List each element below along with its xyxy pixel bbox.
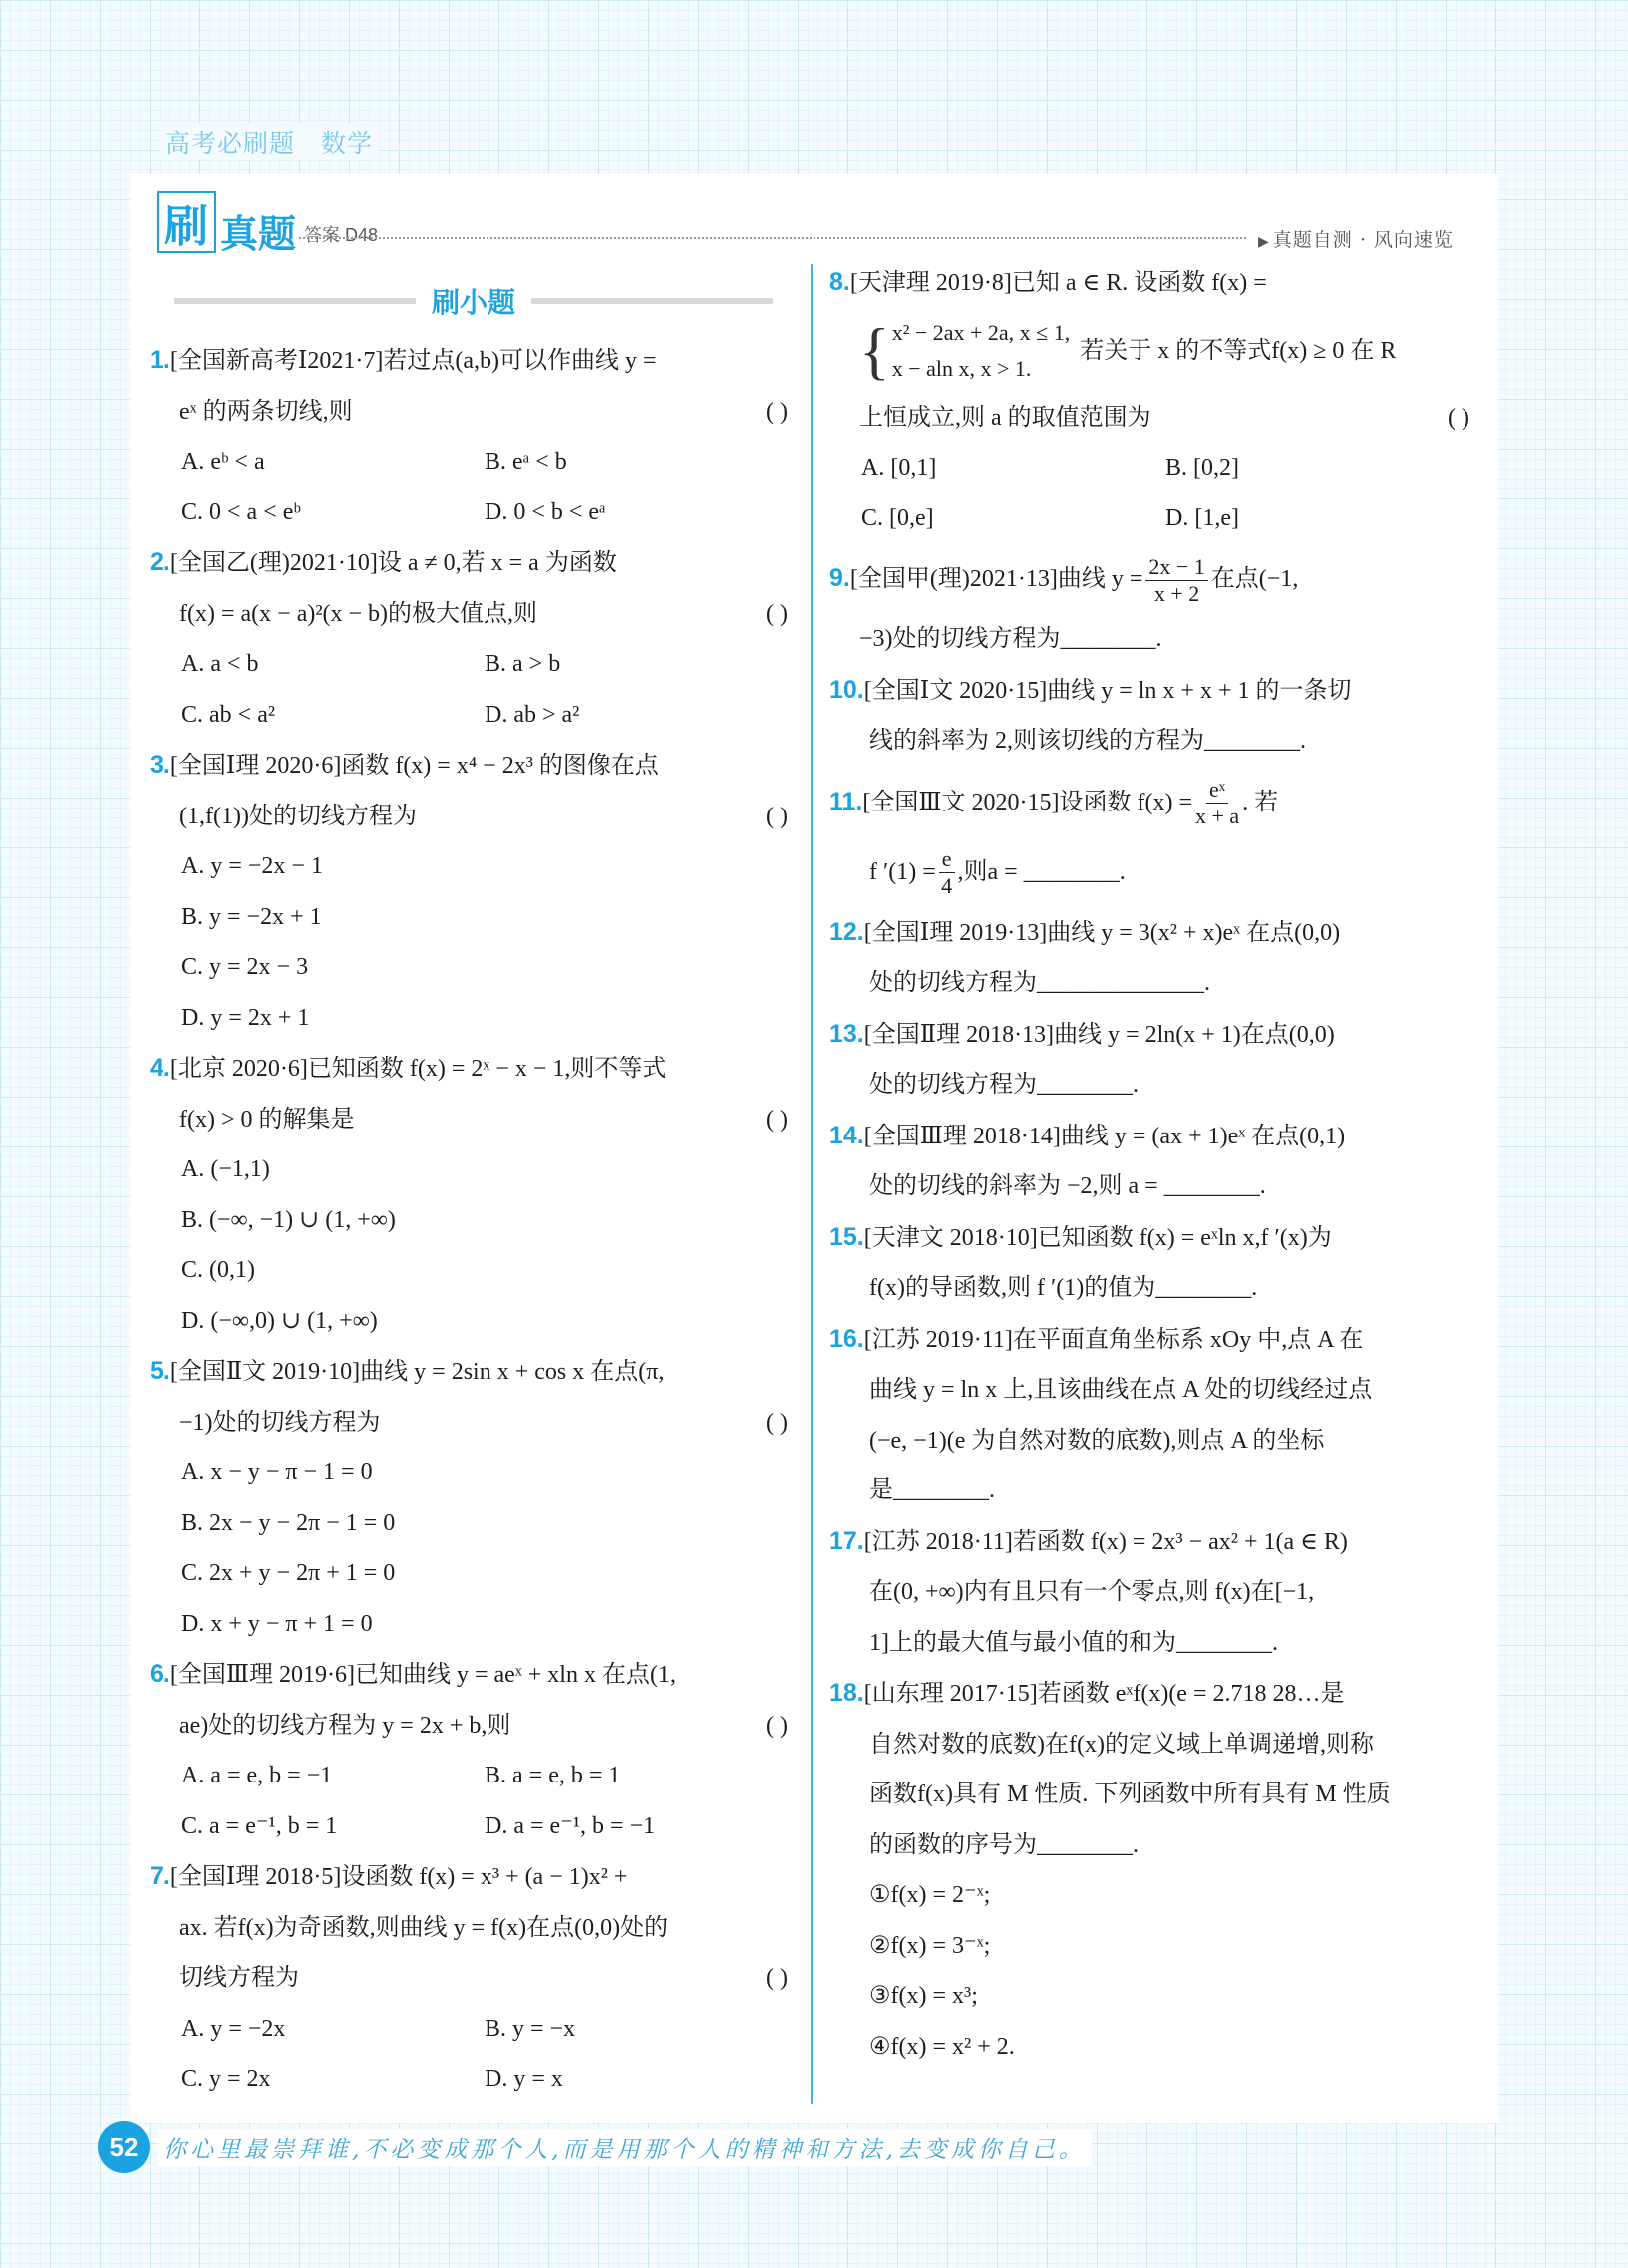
question-number: 4. <box>150 1054 170 1082</box>
question-source: [天津理 2019·8] <box>849 270 1012 296</box>
triangle-right-icon: ▶ <box>1258 234 1270 250</box>
list-item: ③f(x) = x³; <box>869 1983 978 2009</box>
question-source: [全国乙(理)2021·10] <box>169 550 378 576</box>
question-source: [全国Ⅰ理 2018·5] <box>169 1864 342 1890</box>
question-text: 曲线 y = (ax + 1)eˣ 在点(0,1) <box>1060 1123 1346 1149</box>
question-text: 若过点(a,b)可以作曲线 y = <box>383 348 657 374</box>
fraction-numerator: e <box>939 846 955 873</box>
dotted-divider <box>299 237 1246 239</box>
option-d[interactable]: D. ab > a² <box>485 701 580 728</box>
book-header <box>160 124 379 160</box>
option-d[interactable]: D. (−∞,0) ∪ (1, +∞) <box>181 1307 378 1334</box>
option-a[interactable]: A. y = −2x − 1 <box>181 853 323 879</box>
question-source: [北京 2020·6] <box>169 1056 308 1082</box>
piece-case-2: x − aln x, x > 1. <box>891 355 1032 381</box>
piece-case-1: x² − 2ax + 2a, x ≤ 1, <box>891 319 1071 345</box>
answer-blank[interactable]: ( ) <box>766 600 788 627</box>
option-b[interactable]: B. 2x − y − 2π − 1 = 0 <box>181 1509 396 1536</box>
question-5 <box>150 1346 788 1649</box>
question-number: 14. <box>829 1121 864 1149</box>
question-12 <box>829 907 1469 1009</box>
question-4 <box>150 1043 788 1346</box>
question-13 <box>829 1009 1469 1111</box>
fraction <box>939 846 955 899</box>
section-slogan <box>1258 225 1454 252</box>
question-number: 15. <box>829 1222 864 1251</box>
fill-blank-text[interactable]: 线的斜率为 2,则该切线的方程为________. <box>869 728 1306 754</box>
left-brace-icon: { <box>859 314 890 386</box>
option-b[interactable]: B. eᵃ < b <box>485 449 567 475</box>
list-item: ④f(x) = x² + 2. <box>869 2033 1015 2060</box>
option-c[interactable]: C. [0,e] <box>861 504 934 531</box>
question-8 <box>829 257 1469 543</box>
fill-blank-text[interactable]: 是________. <box>869 1477 995 1503</box>
piecewise-function <box>829 315 1469 387</box>
fill-blank-text[interactable]: 处的切线的斜率为 −2,则 a = ________. <box>869 1173 1266 1199</box>
fill-blank-text[interactable]: ,则a = ________. <box>957 858 1126 885</box>
question-number: 13. <box>829 1019 864 1048</box>
question-number: 11. <box>829 787 863 815</box>
question-text: 函数 f(x) = x⁴ − 2x³ 的图像在点 <box>341 753 659 779</box>
question-source: [全国Ⅰ理 2019·13] <box>863 919 1048 946</box>
fraction <box>1145 554 1207 607</box>
question-number: 10. <box>829 675 864 704</box>
question-text: 曲线 y = <box>1057 566 1143 592</box>
option-a[interactable]: A. [0,1] <box>861 455 937 481</box>
question-text: 在(0, +∞)内有且只有一个零点,则 f(x)在[−1, <box>869 1579 1315 1605</box>
question-number: 7. <box>150 1862 170 1890</box>
question-source: [全国Ⅰ文 2020·15] <box>863 677 1048 704</box>
list-item: ①f(x) = 2⁻ˣ; <box>869 1882 991 1908</box>
question-text: 曲线 y = 3(x² + x)eˣ 在点(0,0) <box>1047 919 1341 946</box>
answer-blank[interactable]: ( ) <box>1448 404 1469 431</box>
question-text: 已知函数 f(x) = eˣln x,f ′(x)为 <box>1037 1224 1332 1251</box>
question-number: 5. <box>150 1357 170 1385</box>
question-14 <box>829 1111 1469 1212</box>
question-text: 设函数 f(x) = <box>1059 789 1193 815</box>
fill-blank-text[interactable]: 1]上的最大值与最小值的和为________. <box>869 1629 1278 1656</box>
fill-blank-text[interactable]: 处的切线方程为______________. <box>869 970 1210 996</box>
question-text: 曲线 y = 2sin x + cos x 在点(π, <box>360 1359 665 1385</box>
section-heading <box>174 281 773 321</box>
question-text: 自然对数的底数)在f(x)的定义域上单调递增,则称 <box>869 1731 1374 1758</box>
question-text: 在点(−1, <box>1210 566 1299 592</box>
option-d[interactable]: D. y = 2x + 1 <box>181 1004 310 1031</box>
slogan-text: 真题自测 · 风向速览 <box>1272 229 1454 251</box>
answer-blank[interactable]: ( ) <box>766 398 788 425</box>
brush-logo-icon: 刷 <box>157 191 216 253</box>
question-17 <box>829 1516 1469 1669</box>
fraction-numerator: eˣ <box>1206 777 1228 804</box>
question-text: ax. 若f(x)为奇函数,则曲线 y = f(x)在点(0,0)处的 <box>179 1914 669 1941</box>
heading-bar-left <box>174 298 416 304</box>
question-text: 曲线 y = ln x 上,且该曲线在点 A 处的切线经过点 <box>869 1377 1373 1403</box>
question-10 <box>829 665 1469 767</box>
option-a[interactable]: A. (−1,1) <box>181 1156 270 1182</box>
question-text: 已知曲线 y = aeˣ + xln x 在点(1, <box>354 1662 676 1688</box>
answer-reference: 答案 D48 <box>304 225 379 245</box>
question-number: 2. <box>150 548 170 576</box>
question-source: [全国Ⅲ理 2018·14] <box>863 1123 1061 1149</box>
question-number: 16. <box>829 1324 864 1353</box>
question-text: 切线方程为 <box>179 1965 299 1991</box>
footer-quote: 你心里最崇拜谁,不必变成那个人,而是用那个人的精神和方法,去变成你自己。 <box>158 2129 1092 2166</box>
option-b[interactable]: B. a > b <box>485 651 561 677</box>
question-text: 已知函数 f(x) = 2ˣ − x − 1,则不等式 <box>307 1056 667 1082</box>
question-text: 已知 a ∈ R. 设函数 f(x) = <box>1011 270 1267 296</box>
option-a[interactable]: A. x − y − π − 1 = 0 <box>181 1459 373 1485</box>
answer-blank[interactable]: ( ) <box>766 1712 788 1739</box>
question-text: 函数f(x)具有 M 性质. 下列函数中所有具有 M 性质 <box>869 1782 1391 1807</box>
question-text: 上恒成立,则 a 的取值范围为 <box>859 404 1151 431</box>
question-3 <box>150 740 788 1043</box>
option-c[interactable]: C. 2x + y − 2π + 1 = 0 <box>181 1560 396 1586</box>
page-number-badge: 52 <box>98 2121 150 2173</box>
fraction <box>1195 777 1239 829</box>
answer-blank[interactable]: ( ) <box>766 803 788 829</box>
question-source: [全国甲(理)2021·13] <box>849 566 1058 592</box>
option-b[interactable]: B. y = −2x + 1 <box>181 903 322 930</box>
question-1 <box>150 335 788 537</box>
question-7 <box>150 1851 788 2105</box>
option-a[interactable]: A. a < b <box>181 651 259 677</box>
question-source: [全国Ⅱ理 2018·13] <box>863 1021 1055 1048</box>
column-divider <box>811 264 813 2104</box>
question-number: 18. <box>829 1679 864 1707</box>
option-c[interactable]: C. (0,1) <box>181 1257 255 1283</box>
question-text: (−e, −1)(e 为自然对数的底数),则点 A 的坐标 <box>869 1427 1325 1454</box>
option-c[interactable]: C. ab < a² <box>181 701 276 728</box>
left-column <box>150 335 788 2105</box>
question-source: [全国Ⅲ理 2019·6] <box>169 1662 355 1688</box>
question-9 <box>829 543 1469 665</box>
question-18 <box>829 1668 1469 2072</box>
question-text: eˣ 的两条切线,则 <box>179 398 353 425</box>
option-d[interactable]: D. a = e⁻¹, b = −1 <box>485 1812 656 1839</box>
question-source: [天津文 2018·10] <box>863 1224 1038 1251</box>
option-b[interactable]: B. (−∞, −1) ∪ (1, +∞) <box>181 1206 396 1233</box>
option-c[interactable]: C. y = 2x − 3 <box>181 954 309 980</box>
fill-blank-text[interactable]: 的函数的序号为________. <box>869 1831 1139 1858</box>
question-number: 3. <box>150 751 170 779</box>
option-a[interactable]: A. eᵇ < a <box>181 449 265 475</box>
question-text: 在平面直角坐标系 xOy 中,点 A 在 <box>1012 1326 1364 1353</box>
question-2 <box>150 537 788 740</box>
question-source: [山东理 2017·15] <box>863 1681 1038 1707</box>
brand-title: 真题 <box>220 211 297 256</box>
question-text: 曲线 y = 2ln(x + 1)在点(0,0) <box>1054 1021 1335 1048</box>
list-item: ②f(x) = 3⁻ˣ; <box>869 1932 991 1959</box>
option-a[interactable]: A. y = −2x <box>181 2015 286 2042</box>
question-text: 若函数 eˣf(x)(e = 2.718 28…是 <box>1037 1681 1345 1707</box>
book-subject: 数学 <box>321 130 374 158</box>
question-6 <box>150 1649 788 1851</box>
question-source: [江苏 2019·11] <box>863 1326 1013 1353</box>
fill-blank-text[interactable]: −3)处的切线方程为________. <box>859 626 1162 652</box>
option-c[interactable]: C. 0 < a < eᵇ <box>181 498 301 525</box>
option-c[interactable]: C. a = e⁻¹, b = 1 <box>181 1812 338 1839</box>
option-c[interactable]: C. y = 2x <box>181 2066 271 2092</box>
book-title: 高考必刷题 <box>165 130 296 158</box>
question-text: 设函数 f(x) = x³ + (a − 1)x² + <box>341 1864 628 1890</box>
brand-block <box>157 191 379 256</box>
question-text: f(x) > 0 的解集是 <box>179 1106 355 1133</box>
option-d[interactable]: D. 0 < b < eᵃ <box>485 498 606 525</box>
question-number: 12. <box>829 917 864 946</box>
question-number: 17. <box>829 1526 864 1555</box>
fraction-numerator: 2x − 1 <box>1145 554 1207 581</box>
question-11 <box>829 767 1469 907</box>
question-text: f ′(1) = <box>869 858 936 885</box>
answer-blank[interactable]: ( ) <box>766 1409 788 1436</box>
question-number: 1. <box>150 346 170 374</box>
question-number: 8. <box>829 268 850 296</box>
question-text: 若函数 f(x) = 2x³ − ax² + 1(a ∈ R) <box>1012 1528 1348 1555</box>
option-b[interactable]: B. y = −x <box>485 2015 576 2042</box>
option-d[interactable]: D. x + y − π + 1 = 0 <box>181 1610 373 1637</box>
question-15 <box>829 1212 1469 1314</box>
question-text: . 若 <box>1242 789 1279 815</box>
question-source: [全国Ⅱ文 2019·10] <box>169 1359 361 1385</box>
option-a[interactable]: A. a = e, b = −1 <box>181 1763 333 1788</box>
fill-blank-text[interactable]: f(x)的导函数,则 f ′(1)的值为________. <box>869 1275 1258 1301</box>
question-text: ae)处的切线方程为 y = 2x + b,则 <box>179 1712 511 1739</box>
question-16 <box>829 1314 1469 1516</box>
fraction-denominator: x + a <box>1195 804 1240 829</box>
question-text: f(x) = a(x − a)²(x − b)的极大值点,则 <box>179 600 538 627</box>
option-d[interactable]: D. y = x <box>485 2066 563 2092</box>
question-text: −1)处的切线方程为 <box>179 1409 381 1436</box>
question-number: 6. <box>150 1660 170 1688</box>
right-column <box>829 257 1469 2072</box>
fill-blank-text[interactable]: 处的切线方程为________. <box>869 1072 1139 1098</box>
fraction-denominator: 4 <box>941 873 953 899</box>
question-text: 曲线 y = ln x + x + 1 的一条切 <box>1047 677 1352 704</box>
answer-blank[interactable]: ( ) <box>766 1965 788 1991</box>
section-title: 刷小题 <box>432 286 516 319</box>
option-d[interactable]: D. [1,e] <box>1165 504 1239 531</box>
question-text: 设 a ≠ 0,若 x = a 为函数 <box>377 550 617 576</box>
question-number: 9. <box>829 564 850 592</box>
question-source: [江苏 2018·11] <box>863 1528 1013 1555</box>
question-text: 若关于 x 的不等式f(x) ≥ 0 在 R <box>1080 337 1397 364</box>
fraction-denominator: x + 2 <box>1153 580 1200 606</box>
question-source: [全国Ⅲ文 2020·15] <box>862 789 1060 815</box>
question-source: [全国新高考Ⅰ2021·7] <box>169 348 384 374</box>
answer-blank[interactable]: ( ) <box>766 1106 788 1133</box>
option-b[interactable]: B. a = e, b = 1 <box>485 1763 621 1788</box>
question-text: (1,f(1))处的切线方程为 <box>179 803 417 829</box>
heading-bar-right <box>531 298 773 304</box>
question-source: [全国Ⅰ理 2020·6] <box>169 753 342 779</box>
option-b[interactable]: B. [0,2] <box>1165 455 1239 481</box>
